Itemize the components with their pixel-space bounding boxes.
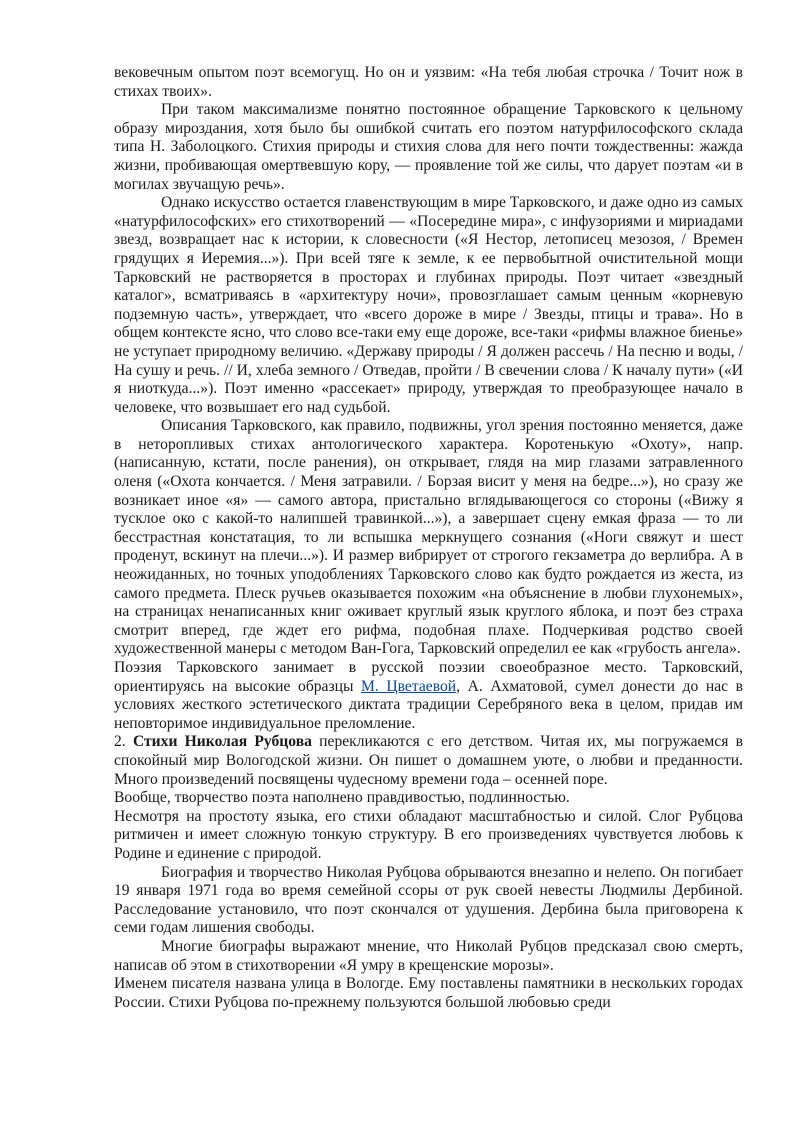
paragraph-5-start: Поэзия Тарковского занимает в русской поэзии своеобразное место. Тарковский, ориентируясь на высокие образцы <box>114 659 743 695</box>
paragraph-7: Вообще, творчество поэта наполнено правдивостью, подлинностью. <box>114 789 570 807</box>
paragraph-6-text: перекликаются с его детством. Читая их, мы погружаемся в спокойный мир Вологодской жизни. Он пишет о домашнем уюте, о любви и преданности. Много произведений посвящены чудесному времени года – осенней поре. <box>114 733 743 788</box>
paragraph-5-end: , А. Ахматовой, сумел донести до нас в условиях жесткого эстетического диктата традиции Серебряного века в целом, придав им неповторимое индивидуальное преломление. <box>114 677 743 732</box>
paragraph-8: Несмотря на простоту языка, его стихи обладают масштабностью и силой. Слог Рубцова ритмичен и имеет сложную тонкую структуру. В его произведениях чувствуется любовь к Родине и единение с природой. <box>114 807 743 862</box>
paragraph-1: вековечным опытом поэт всемогущ. Но он и уязвим: «На тебя любая строчка / Точит нож в стихах твоих». <box>114 64 743 100</box>
paragraph-11: Именем писателя названа улица в Вологде. Ему поставлены памятники в нескольких городах России. Стихи Рубцова по-прежнему пользуются большой любовью среди <box>114 975 743 1011</box>
paragraph-2: При таком максимализме понятно постоянное обращение Тарковского к цельному образу мироздания, хотя было бы ошибкой считать его поэтом натурфилософского склада типа Н. Заболоцкого. Стихия природы и стихия слова для него почти тождественны: жажда жизни, пробивающая омертвевшую кору, — проявление той же силы, что дарует поэтам «и в могилах звучащую речь». <box>114 101 743 193</box>
list-number: 2. <box>114 733 126 751</box>
paragraph-3: Однако искусство остается главенствующим в мире Тарковского, и даже одно из самых «натурфилософских» его стихотворений — «Посередине мира», с инфузориями и мириадами звезд, возвращает нас к истории, к словесности («Я Нестор, летописец мезозоя, / Времен грядущих я Иеремия...»). При всей тяге к земле, к ее первобытной очистительной мощи Тарковский не растворяется в просторах и глубинах природы. Поэт читает «звездный каталог», всматриваясь в «архитектуру ночи», провозглашает самым ценным «корневую подземную часть», утверждает, что «всего дороже в мире / Звезды, птицы и трава». Но в общем контексте ясно, что слово все-таки ему еще дороже, все-таки «рифмы влажное биенье» не уступает природному величию. «Державу природы / Я должен рассечь / На песню и воды, / На сушу и речь. // И, хлеба земного / Отведав, пройти / В свечении слова / К началу пути» («И я ниоткуда...»). Поэт именно «рассекает» природу, утверждая то преобразующее начало в человеке, что возвышает его над судьбой. <box>114 194 743 416</box>
paragraph-10: Многие биографы выражают мнение, что Николай Рубцов предсказал свою смерть, написав об этом в стихотворении «Я умру в крещенские морозы». <box>114 937 743 974</box>
paragraph-6 <box>114 733 743 789</box>
paragraph-4: Описания Тарковского, как правило, подвижны, угол зрения постоянно меняется, даже в неторопливых стихах антологического характера. Коротенькую «Охоту», напр. (написанную, кстати, после ранения), он открывает, глядя на мир глазами затравленного оленя («Охота кончается. / Меня затравили. / Борзая висит у меня на бедре...»), но сразу же возникает иное «я» — самого автора, пристально вглядывающегося со стороны («Вижу я тусклое око с какой-то налипшей травинкой...»), а завершает сцену емкая фраза — то ли бесстрастная констатация, то ли вспышка меркнущего сознания («Ноги свяжут и шест проденут, вскинут на плечи...»). И размер вибрирует от строгого гекзаметра до верлибра. А в неожиданных, но точных уподоблениях Тарковского слово как будто рождается из жеста, из самого предмета. Плеск ручьев оказывается похожим «на объяснение в любви глухонемых», на страницах ненаписанных книг оживает круглый язык круглого яблока, и поэт без страха смотрит вперед, где ждет его рифма, подобная плахе. Подчеркивая родство своей художественной манеры с методом Ван-Гога, Тарковский определил ее как «грубость ангела». <box>114 417 743 658</box>
rubtsov-heading: Стихи Николая Рубцова <box>132 733 312 751</box>
paragraph-5 <box>114 659 743 733</box>
paragraph-9: Биография и творчество Николая Рубцова обрываются внезапно и нелепо. Он погибает 19 января 1971 года во время семейной ссоры от рук своей невесты Людмилы Дербиной. Расследование установило, что поэт скончался от удушения. Дербина была приговорена к семи годам лишения свободы. <box>114 863 743 937</box>
tsvetaeva-link[interactable]: М. Цветаевой <box>361 677 457 695</box>
